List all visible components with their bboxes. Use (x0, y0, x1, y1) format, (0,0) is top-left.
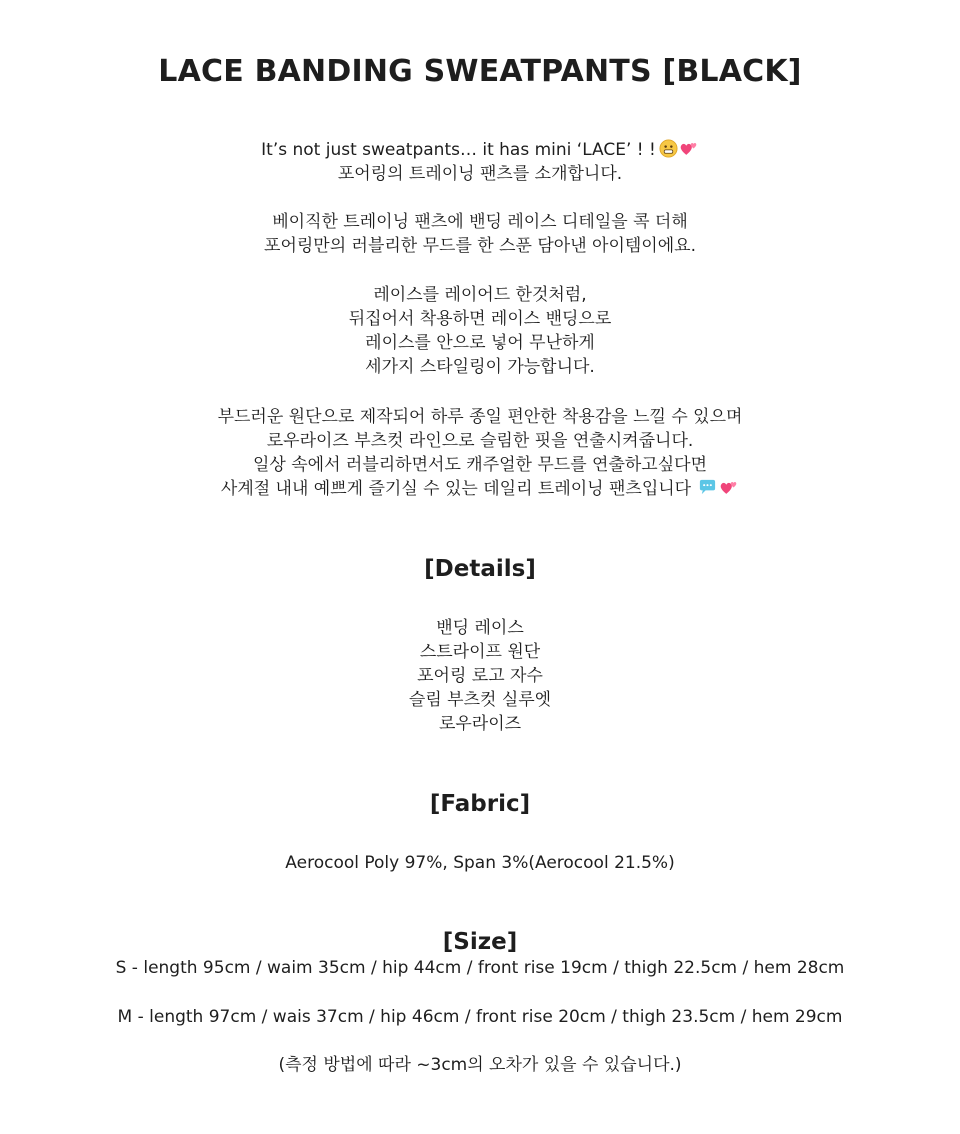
details-item: 밴딩 레이스 (436, 618, 524, 638)
intro-paragraph-1 (0, 138, 960, 186)
fabric-text: Aerocool Poly 97%, Span 3%(Aerocool 21.5%) (285, 853, 675, 873)
intro-line: 일상 속에서 러블리하면서도 캐주얼한 무드를 연출하고싶다면 (253, 455, 707, 475)
fabric-heading: [Fabric] (429, 791, 531, 817)
size-note-text: (측정 방법에 따라 ~3cm의 오차가 있을 수 있습니다.) (278, 1055, 682, 1075)
intro-line: 세가지 스타일링이 가능합니다. (365, 357, 595, 377)
size-row: M - length 97cm / wais 37cm / hip 46cm / front rise 20cm / thigh 23.5cm / hem 29cm (117, 1007, 843, 1027)
intro-line: 뒤집어서 착용하면 레이스 밴딩으로 (348, 309, 612, 329)
size-row-m (0, 1005, 960, 1029)
intro-line: 포어링의 트레이닝 팬츠를 소개합니다. (337, 164, 623, 184)
product-title: LACE BANDING SWEATPANTS [BLACK] (158, 54, 802, 89)
details-item: 포어링 로고 자수 (417, 666, 543, 686)
details-item: 슬림 부츠컷 실루엣 (408, 690, 552, 710)
details-item: 로우라이즈 (438, 714, 522, 734)
intro-line: 로우라이즈 부츠컷 라인으로 슬림한 핏을 연출시켜줍니다. (266, 431, 694, 451)
intro-line: 포어링만의 러블리한 무드를 한 스푼 담아낸 아이템이에요. (264, 236, 696, 256)
intro-line: 부드러운 원단으로 제작되어 하루 종일 편안한 착용감을 느낄 수 있으며 (217, 407, 743, 427)
intro-paragraph-4 (0, 405, 960, 501)
grinning-face-emoji-icon (659, 139, 678, 158)
speech-bubble-emoji-icon (697, 478, 718, 497)
fabric-composition (0, 851, 960, 875)
intro-line: 레이스를 레이어드 한것처럼, (373, 285, 587, 305)
intro-line: 레이스를 안으로 넣어 무난하게 (365, 333, 595, 353)
intro-paragraph-3 (0, 283, 960, 379)
details-list (0, 616, 960, 736)
two-hearts-emoji-icon (679, 139, 699, 158)
intro-paragraph-2 (0, 210, 960, 258)
two-hearts-emoji-icon (719, 478, 739, 497)
details-item: 스트라이프 원단 (419, 642, 541, 662)
intro-line: It’s not just sweatpants… it has mini ‘LACE’ ! ! (0, 138, 960, 162)
intro-line: 베이직한 트레이닝 팬츠에 밴딩 레이스 디테일을 콕 더해 (272, 212, 688, 232)
details-heading: [Details] (424, 556, 536, 582)
size-note (0, 1053, 960, 1077)
size-row-s (0, 956, 960, 980)
size-heading: [Size] (442, 929, 518, 955)
size-row: S - length 95cm / waim 35cm / hip 44cm / front rise 19cm / thigh 22.5cm / hem 28cm (115, 958, 845, 978)
intro-line: 사계절 내내 예쁘게 즐기실 수 있는 데일리 트레이닝 팬츠입니다 (0, 477, 960, 501)
